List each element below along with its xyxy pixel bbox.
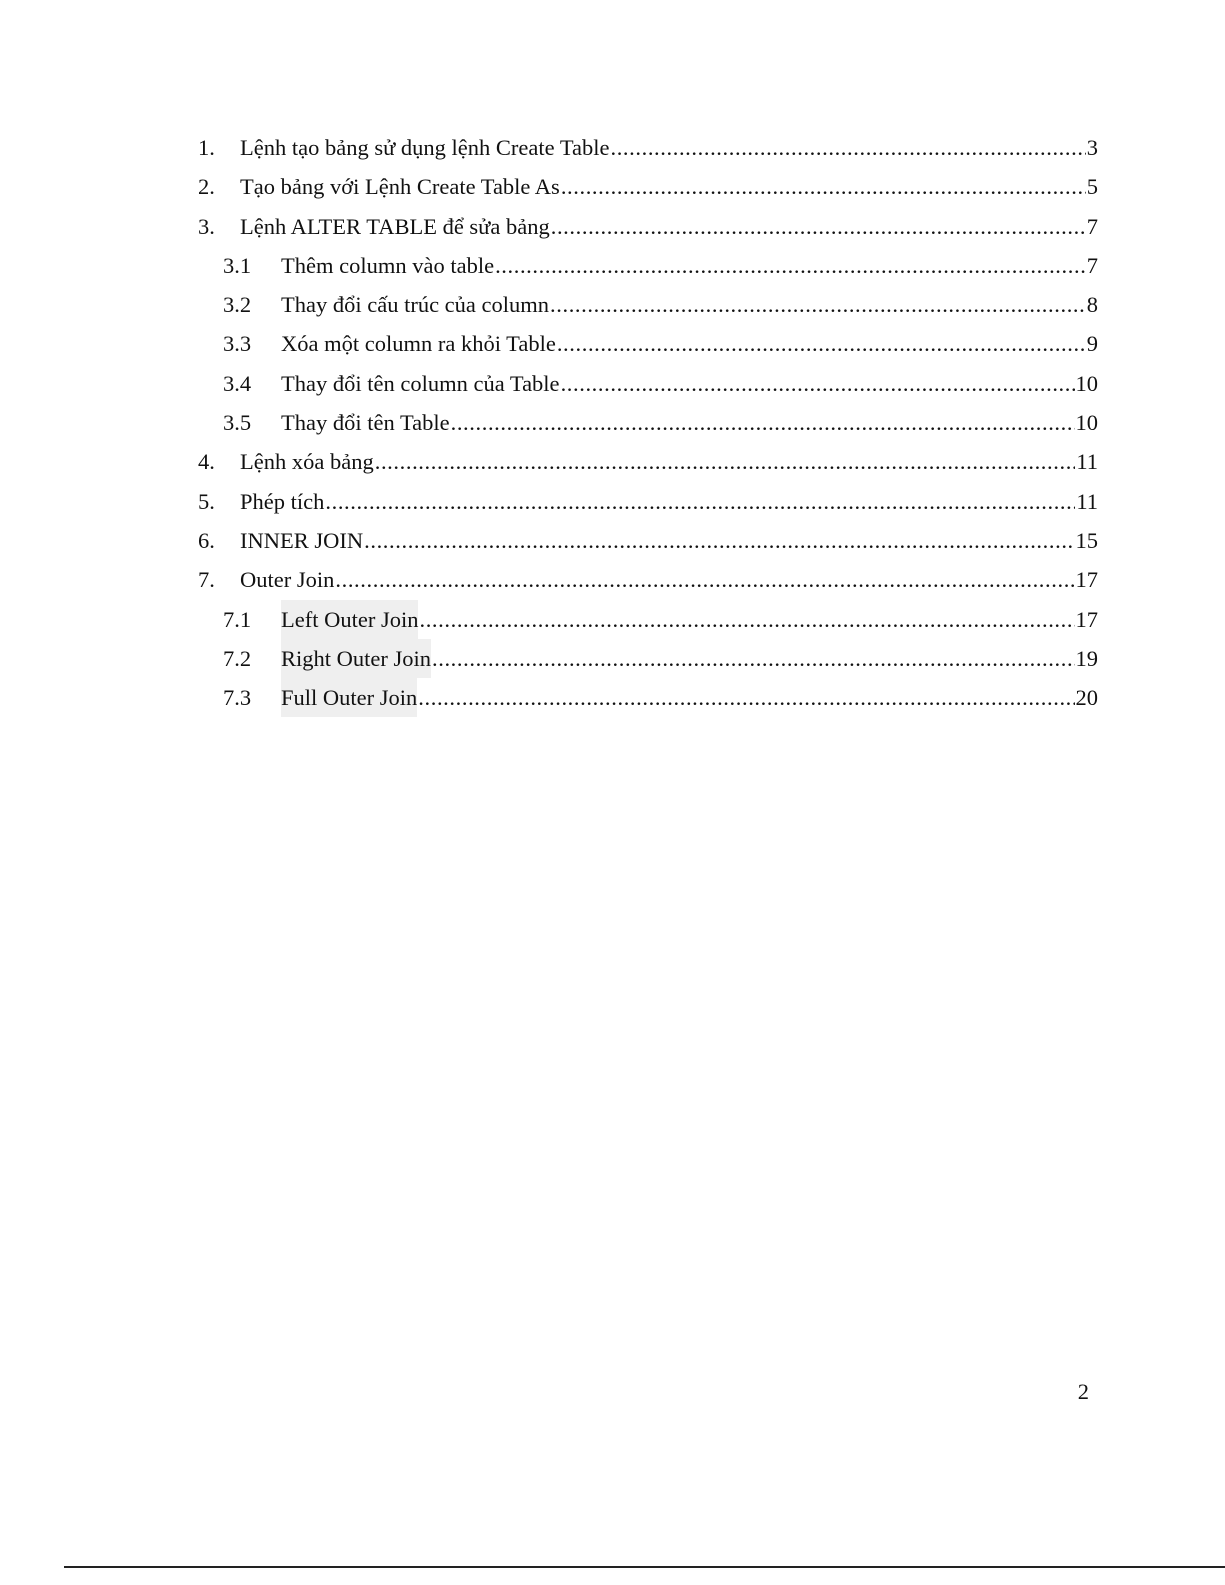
toc-dot-leader bbox=[495, 246, 1086, 285]
toc-entry-title: Thay đổi tên Table bbox=[281, 410, 450, 436]
toc-entry-page: 15 bbox=[1075, 527, 1098, 553]
toc-entry-number: 1. bbox=[198, 135, 215, 160]
toc-entry-page: 19 bbox=[1075, 645, 1098, 671]
toc-entry[interactable] bbox=[198, 167, 1098, 206]
toc-entry-title: INNER JOIN bbox=[240, 527, 364, 553]
toc-entry-number: 3.5 bbox=[223, 410, 252, 436]
toc-entry-number: 4. bbox=[198, 449, 215, 475]
toc-entry[interactable] bbox=[198, 482, 1098, 521]
toc-entry-number: 3.1 bbox=[223, 252, 252, 278]
toc-entry-page: 9 bbox=[1086, 331, 1098, 357]
toc-entry-title: Tạo bảng với Lệnh Create Table As bbox=[240, 174, 560, 200]
toc-entry[interactable] bbox=[198, 560, 1098, 599]
toc-dot-leader bbox=[561, 364, 1075, 403]
toc-entry-title: Xóa một column ra khỏi Table bbox=[281, 331, 556, 357]
toc-entry-title: Phép tích bbox=[240, 488, 325, 514]
toc-dot-leader bbox=[375, 442, 1076, 481]
toc-dot-leader bbox=[364, 521, 1074, 560]
toc-entry-page: 11 bbox=[1076, 449, 1098, 475]
toc-subentry[interactable] bbox=[198, 600, 1098, 639]
toc-entry-number: 7.2 bbox=[223, 645, 252, 671]
toc-dot-leader bbox=[335, 560, 1074, 599]
toc-entry-page: 11 bbox=[1076, 488, 1098, 514]
toc-entry-page: 17 bbox=[1075, 606, 1098, 632]
page-bottom-divider bbox=[64, 1566, 1225, 1568]
toc-entry[interactable] bbox=[198, 442, 1098, 481]
toc-entry-page: 20 bbox=[1075, 685, 1098, 711]
toc-dot-leader bbox=[551, 207, 1086, 246]
toc-entry-title: Lệnh tạo bảng sử dụng lệnh Create Table bbox=[240, 135, 610, 160]
toc-dot-leader bbox=[432, 639, 1075, 678]
toc-entry-title: Right Outer Join bbox=[281, 639, 431, 678]
toc-entry-number: 7. bbox=[198, 567, 215, 593]
toc-dot-leader bbox=[325, 482, 1075, 521]
toc-entry-number: 7.1 bbox=[223, 606, 252, 632]
toc-entry-page: 17 bbox=[1075, 567, 1098, 593]
toc-subentry[interactable] bbox=[198, 285, 1098, 324]
toc-subentry[interactable] bbox=[198, 639, 1098, 678]
toc-entry-title: Left Outer Join bbox=[281, 600, 418, 639]
toc-dot-leader bbox=[610, 128, 1085, 167]
toc-entry[interactable] bbox=[198, 128, 1098, 167]
toc-dot-leader bbox=[451, 403, 1075, 442]
toc-entry-title: Lệnh ALTER TABLE để sửa bảng bbox=[240, 213, 550, 239]
toc-subentry[interactable] bbox=[198, 324, 1098, 363]
toc-subentry[interactable] bbox=[198, 403, 1098, 442]
toc-entry-title: Full Outer Join bbox=[281, 678, 417, 717]
toc-entry-page: 10 bbox=[1075, 370, 1098, 396]
toc-entry[interactable] bbox=[198, 207, 1098, 246]
toc-dot-leader bbox=[561, 167, 1086, 206]
toc-entry-title: Thêm column vào table bbox=[281, 252, 495, 278]
toc-dot-leader bbox=[419, 600, 1074, 639]
toc-entry-title: Thay đổi cấu trúc của column bbox=[281, 292, 550, 318]
toc-entry-number: 3. bbox=[198, 213, 215, 239]
toc-dot-leader bbox=[550, 285, 1086, 324]
toc-entry-number: 6. bbox=[198, 527, 215, 553]
toc-entry-number: 5. bbox=[198, 488, 215, 514]
toc-entry-number: 7.3 bbox=[223, 685, 252, 711]
toc-entry-title: Outer Join bbox=[240, 567, 335, 593]
toc-entry-number: 3.3 bbox=[223, 331, 252, 357]
toc-entry-page: 10 bbox=[1075, 410, 1098, 436]
toc-entry-number: 3.2 bbox=[223, 292, 252, 318]
toc-subentry[interactable] bbox=[198, 364, 1098, 403]
toc-subentry[interactable] bbox=[198, 678, 1098, 717]
toc-entry-page: 8 bbox=[1086, 292, 1098, 318]
toc-entry-page: 5 bbox=[1086, 174, 1098, 200]
page-number: 2 bbox=[1077, 1379, 1089, 1404]
toc-entry-page: 7 bbox=[1086, 252, 1098, 278]
toc-entry-page: 7 bbox=[1086, 213, 1098, 239]
toc-entry-title: Lệnh xóa bảng bbox=[240, 449, 374, 475]
toc-entry[interactable] bbox=[198, 521, 1098, 560]
toc-entry-page: 3 bbox=[1086, 135, 1098, 160]
toc-dot-leader bbox=[418, 678, 1074, 717]
toc-entry-title: Thay đổi tên column của Table bbox=[281, 370, 560, 396]
toc-entry-number: 3.4 bbox=[223, 370, 252, 396]
table-of-contents bbox=[198, 128, 1098, 717]
toc-dot-leader bbox=[557, 324, 1086, 363]
toc-subentry[interactable] bbox=[198, 246, 1098, 285]
toc-entry-number: 2. bbox=[198, 174, 215, 200]
